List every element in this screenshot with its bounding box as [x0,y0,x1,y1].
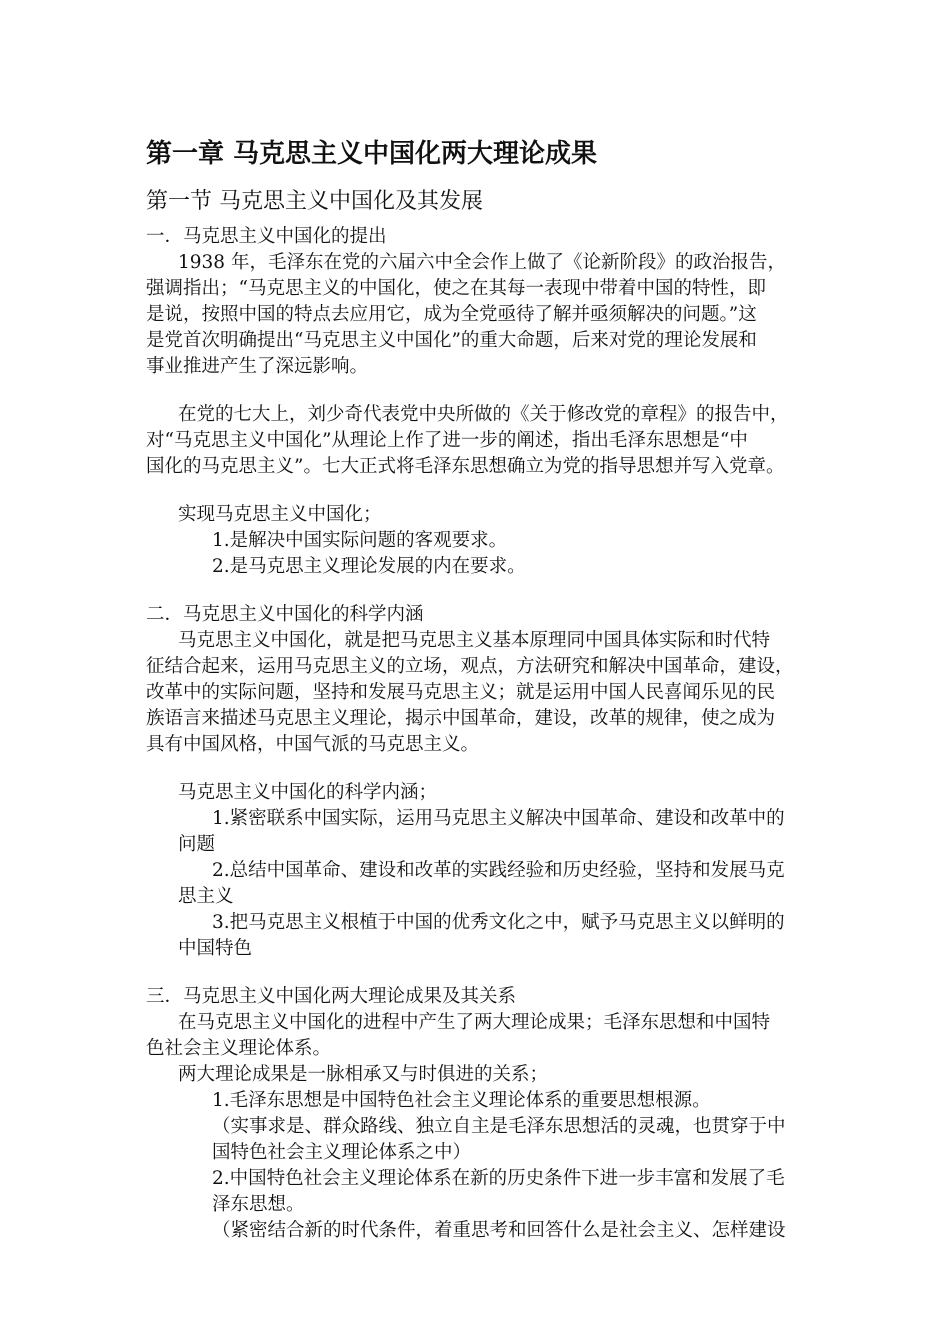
part2-list-intro: 马克思主义中国化的科学内涵； [178,782,438,803]
list-item: 2.是马克思主义理论发展的内在要求。 [212,556,526,577]
text-line: 在马克思主义中国化的进程中产生了两大理论成果；毛泽东思想和中国特 [178,1012,771,1033]
part2-heading: 二．马克思主义中国化的科学内涵 [146,604,424,625]
part1-list-intro: 实现马克思主义中国化； [178,504,382,525]
chapter-title: 第一章 马克思主义中国化两大理论成果 [146,139,598,169]
text-line: 是说，按照中国的特点去应用它，成为全党亟待了解并亟须解决的问题。”这 [146,304,757,325]
text-line: 马克思主义中国化，就是把马克思主义基本原理同中国具体实际和时代特 [178,630,771,651]
text-line: 问题 [178,834,216,855]
text-line: 1938 年，毛泽东在党的六届六中全会作上做了《论新阶段》的政治报告， [178,252,786,273]
text-line: 思主义 [178,886,234,907]
part2-paragraph-1 [146,628,811,758]
text-line: 事业推进产生了深远影响。 [146,356,369,377]
text-line: 改革中的实际问题，坚持和发展马克思主义；就是运用中国人民喜闻乐见的民 [146,682,776,703]
text-line: 族语言来描述马克思主义理论，揭示中国革命，建设，改革的规律，使之成为 [146,708,776,729]
text-line: 3.把马克思主义根植于中国的优秀文化之中，赋予马克思主义以鲜明的 [212,912,785,933]
list-item: 1.毛泽东思想是中国特色社会主义理论体系的重要思想根源。 [212,1090,711,1111]
list-note: （紧密结合新的时代条件，着重思考和回答什么是社会主义、怎样建设 [212,1220,786,1241]
text-line: 对“马克思主义中国化”从理论上作了进一步的阐述，指出毛泽东思想是“中 [146,430,748,451]
text-line: 强调指出；“马克思主义的中国化，使之在其每一表现中带着中国的特性，即 [146,278,766,299]
text-line: 1.紧密联系中国实际，运用马克思主义解决中国革命、建设和改革中的 [212,808,785,829]
part3-list-intro: 两大理论成果是一脉相承又与时俱进的关系； [178,1064,549,1085]
part3-heading: 三．马克思主义中国化两大理论成果及其关系 [146,986,517,1007]
text-line: 是党首次明确提出“马克思主义中国化”的重大命题，后来对党的理论发展和 [146,330,757,351]
text-line: 2.总结中国革命、建设和改革的实践经验和历史经验，坚持和发展马克 [212,860,785,881]
part3-paragraph-1 [146,1010,811,1062]
list-item [146,858,811,910]
list-item: 1.是解决中国实际问题的客观要求。 [212,530,508,551]
part1-heading: 一．马克思主义中国化的提出 [146,226,387,247]
list-item: 泽东思想。 [212,1194,305,1215]
list-item [146,806,811,858]
list-note: （实事求是、群众路线、独立自主是毛泽东思想活的灵魂，也贯穿于中 [212,1116,786,1137]
list-note: 国特色社会主义理论体系之中） [212,1142,472,1163]
text-line: 国化的马克思主义”。七大正式将毛泽东思想确立为党的指导思想并写入党章。 [146,456,785,477]
text-line: 征结合起来，运用马克思主义的立场，观点，方法研究和解决中国革命，建设， [146,656,794,677]
text-line: 具有中国风格，中国气派的马克思主义。 [146,734,480,755]
part1-paragraph-2 [146,402,811,480]
document-page [146,134,811,1244]
list-item: 2.中国特色社会主义理论体系在新的历史条件下进一步丰富和发展了毛 [212,1168,785,1189]
section-title: 第一节 马克思主义中国化及其发展 [146,189,483,214]
list-item [146,910,811,962]
text-line: 色社会主义理论体系。 [146,1038,332,1059]
text-line: 在党的七大上，刘少奇代表党中央所做的《关于修改党的章程》的报告中， [178,404,789,425]
part1-paragraph-1 [146,250,811,380]
text-line: 中国特色 [178,938,253,959]
